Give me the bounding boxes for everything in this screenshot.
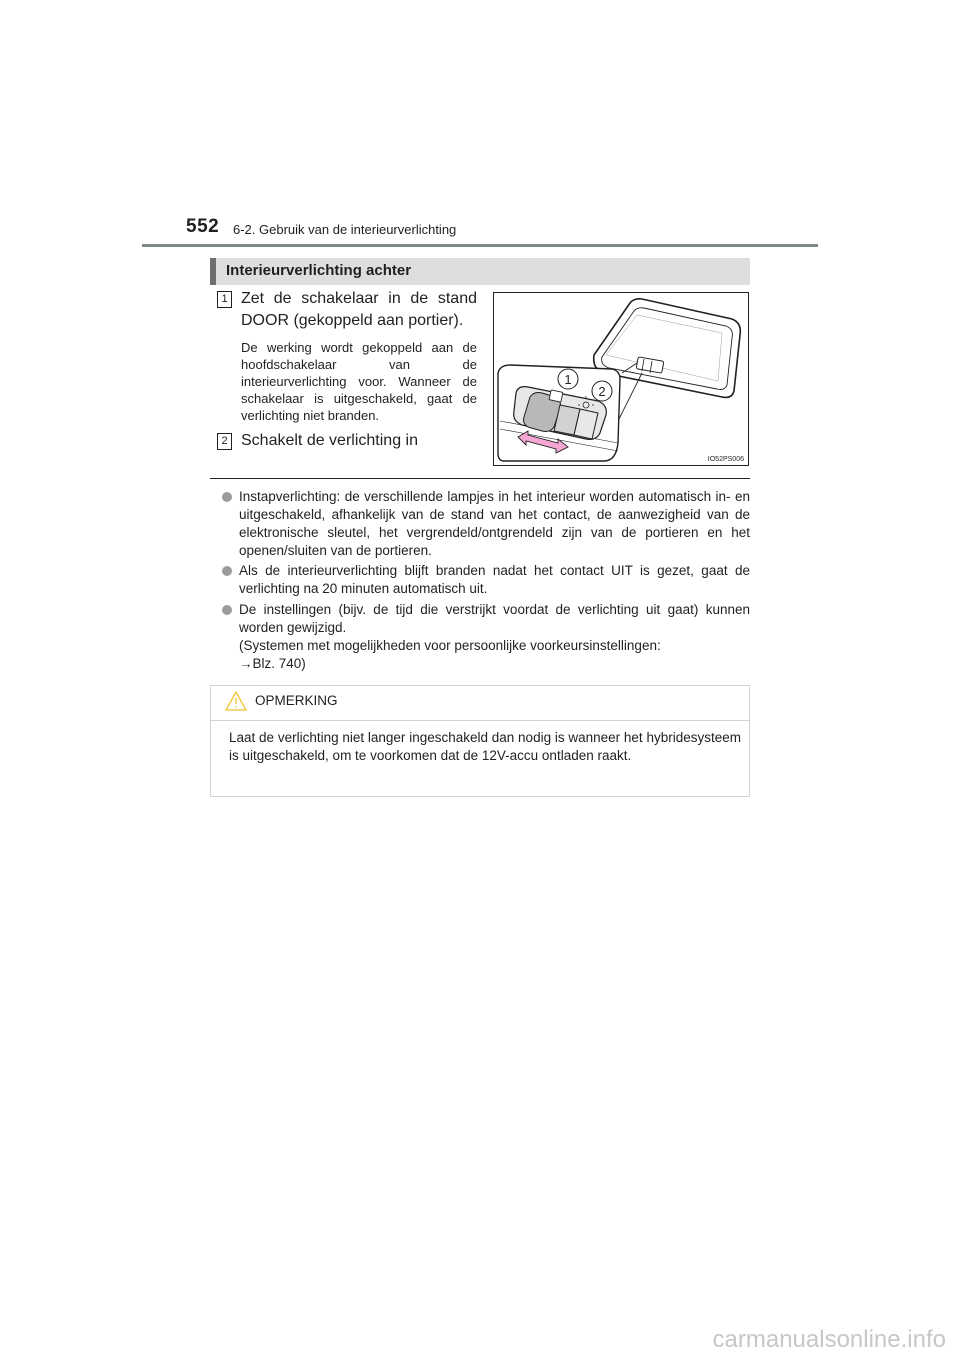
bullet-dot-icon <box>222 492 232 502</box>
section-heading-accent <box>210 258 216 285</box>
step-number-2: 2 <box>217 433 232 450</box>
page-number: 552 <box>186 216 220 237</box>
bullet-item <box>222 562 750 598</box>
step-2-text: Schakelt de verlichting in <box>241 432 418 449</box>
figure-callout-1: 1 <box>564 372 572 387</box>
note-title: OPMERKING <box>255 693 338 708</box>
bullet-item <box>222 488 750 560</box>
section-divider <box>210 478 750 479</box>
page-reference: →Blz. 740) <box>239 656 306 671</box>
note-box <box>210 685 750 797</box>
bullet-dot-icon <box>222 605 232 615</box>
step-number-1: 1 <box>217 291 232 308</box>
step-1-text: Zet de schakelaar in de stand DOOR (gekoppeld aan portier). <box>241 290 477 329</box>
section-title: Interieurverlichting achter <box>226 262 412 279</box>
running-header: 6-2. Gebruik van de interieurverlichting <box>233 222 457 237</box>
section-heading-bar <box>210 258 750 285</box>
step-1-detail: De werking wordt gekoppeld aan de hoofdschakelaar van de interieurverlichting voor. Wanneer de schakelaar is uitgeschakeld, gaat de verlichting niet branden. <box>241 340 477 423</box>
bullet-item <box>222 601 750 673</box>
figure-callout-2: 2 <box>598 384 606 399</box>
note-text: Laat de verlichting niet langer ingeschakeld dan nodig is wanneer het hybridesysteem is uitgeschakeld, om te voorkomen dat de 12V-accu ontladen raakt. <box>229 730 741 763</box>
bullet-text: Als de interieurverlichting blijft branden nadat het contact UIT is gezet, gaat de verlichting na 20 minuten automatisch uit. <box>239 563 750 596</box>
bullet-text: De instellingen (bijv. de tijd die verstrijkt voordat de verlichting uit gaat) kunnen worden gewijzigd. <box>239 602 750 635</box>
bullet-dot-icon <box>222 566 232 576</box>
figure-code: IO52PS006 <box>707 456 744 463</box>
header-rule <box>142 244 818 247</box>
light-switch-drawing <box>494 293 748 465</box>
bullet-text-continued: (Systemen met mogelijkheden voor persoonlijke voorkeursinstellingen: <box>239 638 661 653</box>
bullet-text: Instapverlichting: de verschillende lampjes in het interieur worden automatisch in- en uitgeschakeld, afhankelijk van de stand van het contact, de aanwezigheid van de elektronische sleutel, het vergrendeld/ontgrendeld zijn van de portieren en het openen/sluiten van de portieren. <box>239 489 750 558</box>
note-header <box>211 686 749 721</box>
warning-triangle-icon <box>225 691 247 711</box>
footer-watermark: carmanualsonline.info <box>712 1326 946 1353</box>
rear-interior-light-illustration <box>493 292 749 466</box>
